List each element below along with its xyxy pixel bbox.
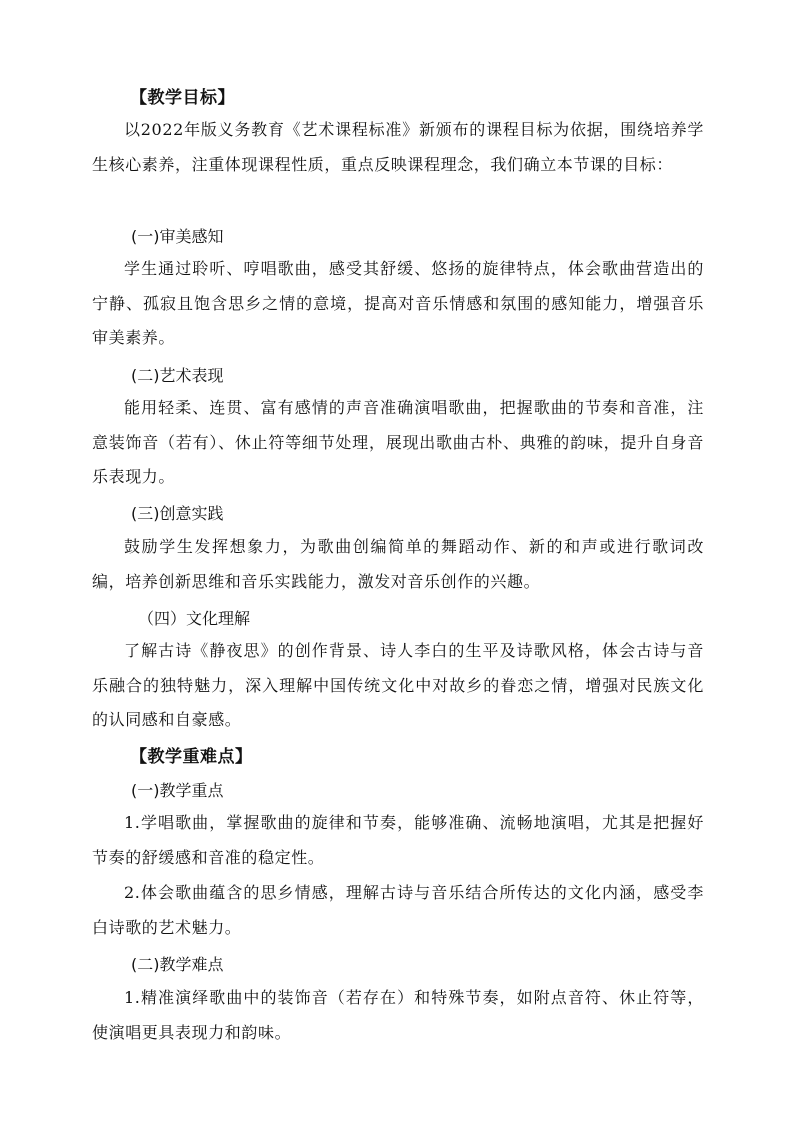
artistic-expression-paragraph: 能用轻柔、连贯、富有感情的声音准确演唱歌曲，把握歌曲的节奏和音准，注意装饰音（若有）、休止符等细节处理，展现出歌曲古朴、典雅的韵味，提升自身音乐表现力。 — [92, 398, 704, 486]
heading-teaching-objectives: 【教学目标】 — [130, 88, 235, 108]
subheading-creative-practice: (三)创意实践 — [131, 504, 224, 523]
creative-practice-paragraph: 鼓励学生发挥想象力，为歌曲创编简单的舞蹈动作、新的和声或进行歌词改编，培养创新思维和音乐实践能力，激发对音乐创作的兴趣。 — [92, 537, 704, 591]
subheading-teaching-focus: (一)教学重点 — [131, 781, 224, 800]
cultural-understanding-paragraph: 了解古诗《静夜思》的创作背景、诗人李白的生平及诗歌风格，体会古诗与音乐融合的独特魅力，深入理解中国传统文化中对故乡的眷恋之情，增强对民族文化的认同感和自豪感。 — [92, 641, 704, 729]
objectives-intro-paragraph: 以2022年版义务教育《艺术课程标准》新颁布的课程目标为依据，围绕培养学生核心素养，注重体现课程性质，重点反映课程理念，我们确立本节课的目标： — [92, 120, 704, 174]
heading-key-difficult-points: 【教学重难点】 — [130, 747, 253, 767]
aesthetic-perception-paragraph: 学生通过聆听、哼唱歌曲，感受其舒缓、悠扬的旋律特点，体会歌曲营造出的宁静、孤寂且饱含思乡之情的意境，提高对音乐情感和氛围的感知能力，增强音乐审美素养。 — [92, 259, 704, 347]
subheading-teaching-difficulty: (二)教学难点 — [131, 955, 224, 974]
teaching-focus-point-2: 2.体会歌曲蕴含的思乡情感，理解古诗与音乐结合所传达的文化内涵，感受李白诗歌的艺术魅力。 — [92, 883, 704, 937]
teaching-difficulty-point-1: 1.精准演绎歌曲中的装饰音（若存在）和特殊节奏，如附点音符、休止符等，使演唱更具表现力和韵味。 — [92, 988, 704, 1042]
subheading-aesthetic-perception: (一)审美感知 — [131, 227, 224, 246]
subheading-cultural-understanding: （四）文化理解 — [138, 609, 251, 628]
subheading-artistic-expression: (二)艺术表现 — [131, 366, 224, 385]
teaching-focus-point-1: 1.学唱歌曲，掌握歌曲的旋律和节奏，能够准确、流畅地演唱，尤其是把握好节奏的舒缓感和音准的稳定性。 — [92, 813, 704, 867]
